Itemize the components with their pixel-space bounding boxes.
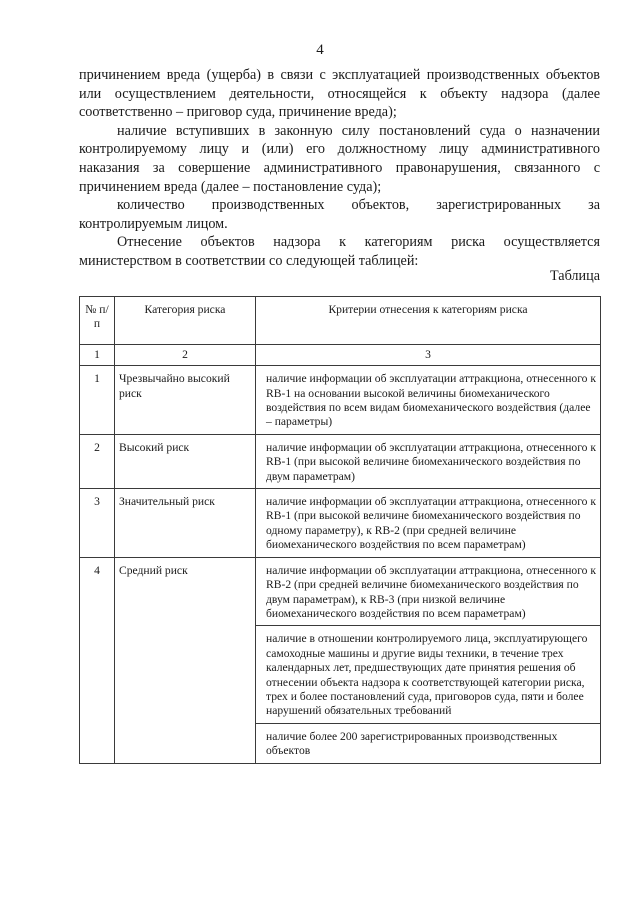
index-cell: 2 [115, 344, 256, 365]
row-category: Средний риск [115, 557, 256, 763]
row-num: 2 [80, 434, 115, 488]
table-caption: Таблица [549, 268, 600, 284]
row-criteria: наличие информации об эксплуатации аттракциона, отнесенного к RB-1 (при высокой величине биомеханического воздействия по одному параметру), к RB-2 (при средней величине биомеханического воздействия по всем параметрам) [256, 489, 601, 558]
table-row [80, 557, 601, 626]
header-num: № п/п [80, 297, 115, 345]
body-text [79, 66, 600, 271]
header-criteria: Критерии отнесения к категориям риска [256, 297, 601, 345]
row-criteria: наличие более 200 зарегистрированных производственных объектов [256, 723, 601, 763]
row-criteria: наличие в отношении контролируемого лица, эксплуатирующего самоходные машины и другие виды техники, в течение трех календарных лет, предшествующих дате принятия решения об отнесении объекта надзора к соответствующей категории риска, трех и более постановлений суда, приговоров суда, пяти и более нарушений обязательных требований [256, 626, 601, 723]
header-category: Категория риска [115, 297, 256, 345]
table-row [80, 366, 601, 435]
row-num: 3 [80, 489, 115, 558]
row-criteria: наличие информации об эксплуатации аттракциона, отнесенного к RB-2 (при средней величине биомеханического воздействия по двум параметрам), к RB-3 (при низкой величине биомеханического воздействия по всем параметрам) [256, 557, 601, 626]
index-cell: 3 [256, 344, 601, 365]
paragraph: причинением вреда (ущерба) в связи с эксплуатацией производственных объектов или осуществлением деятельности, относящейся к объекту надзора (далее соответственно – приговор суда, причинение вреда); [79, 67, 600, 121]
page-number: 4 [316, 42, 324, 58]
table-row [80, 434, 601, 488]
row-num: 4 [80, 557, 115, 763]
row-criteria: наличие информации об эксплуатации аттракциона, отнесенного к RB-1 (при высокой величине биомеханического воздействия по двум параметрам) [256, 434, 601, 488]
risk-category-table [79, 296, 601, 764]
row-num: 1 [80, 366, 115, 435]
row-category: Значительный риск [115, 489, 256, 558]
paragraph: наличие вступивших в законную силу постановлений суда о назначении контролируемому лицу и (или) его должностному лицу административного наказания за совершение административного правонарушения, связанного с причинением вреда (далее – постановление суда); [79, 122, 600, 195]
row-criteria: наличие информации об эксплуатации аттракциона, отнесенного к RB-1 на основании высокой величины биомеханического воздействия по всем видам биомеханического воздействия (далее – параметры) [256, 366, 601, 435]
row-category: Чрезвычайно высокий риск [115, 366, 256, 435]
paragraph: Отнесение объектов надзора к категориям риска осуществляется министерством в соответствии со следующей таблицей: [79, 234, 600, 269]
paragraph: количество производственных объектов, зарегистрированных за контролируемым лицом. [79, 197, 600, 232]
table-index-row [80, 344, 601, 365]
row-category: Высокий риск [115, 434, 256, 488]
table-row [80, 489, 601, 558]
table-header-row [80, 297, 601, 345]
index-cell: 1 [80, 344, 115, 365]
